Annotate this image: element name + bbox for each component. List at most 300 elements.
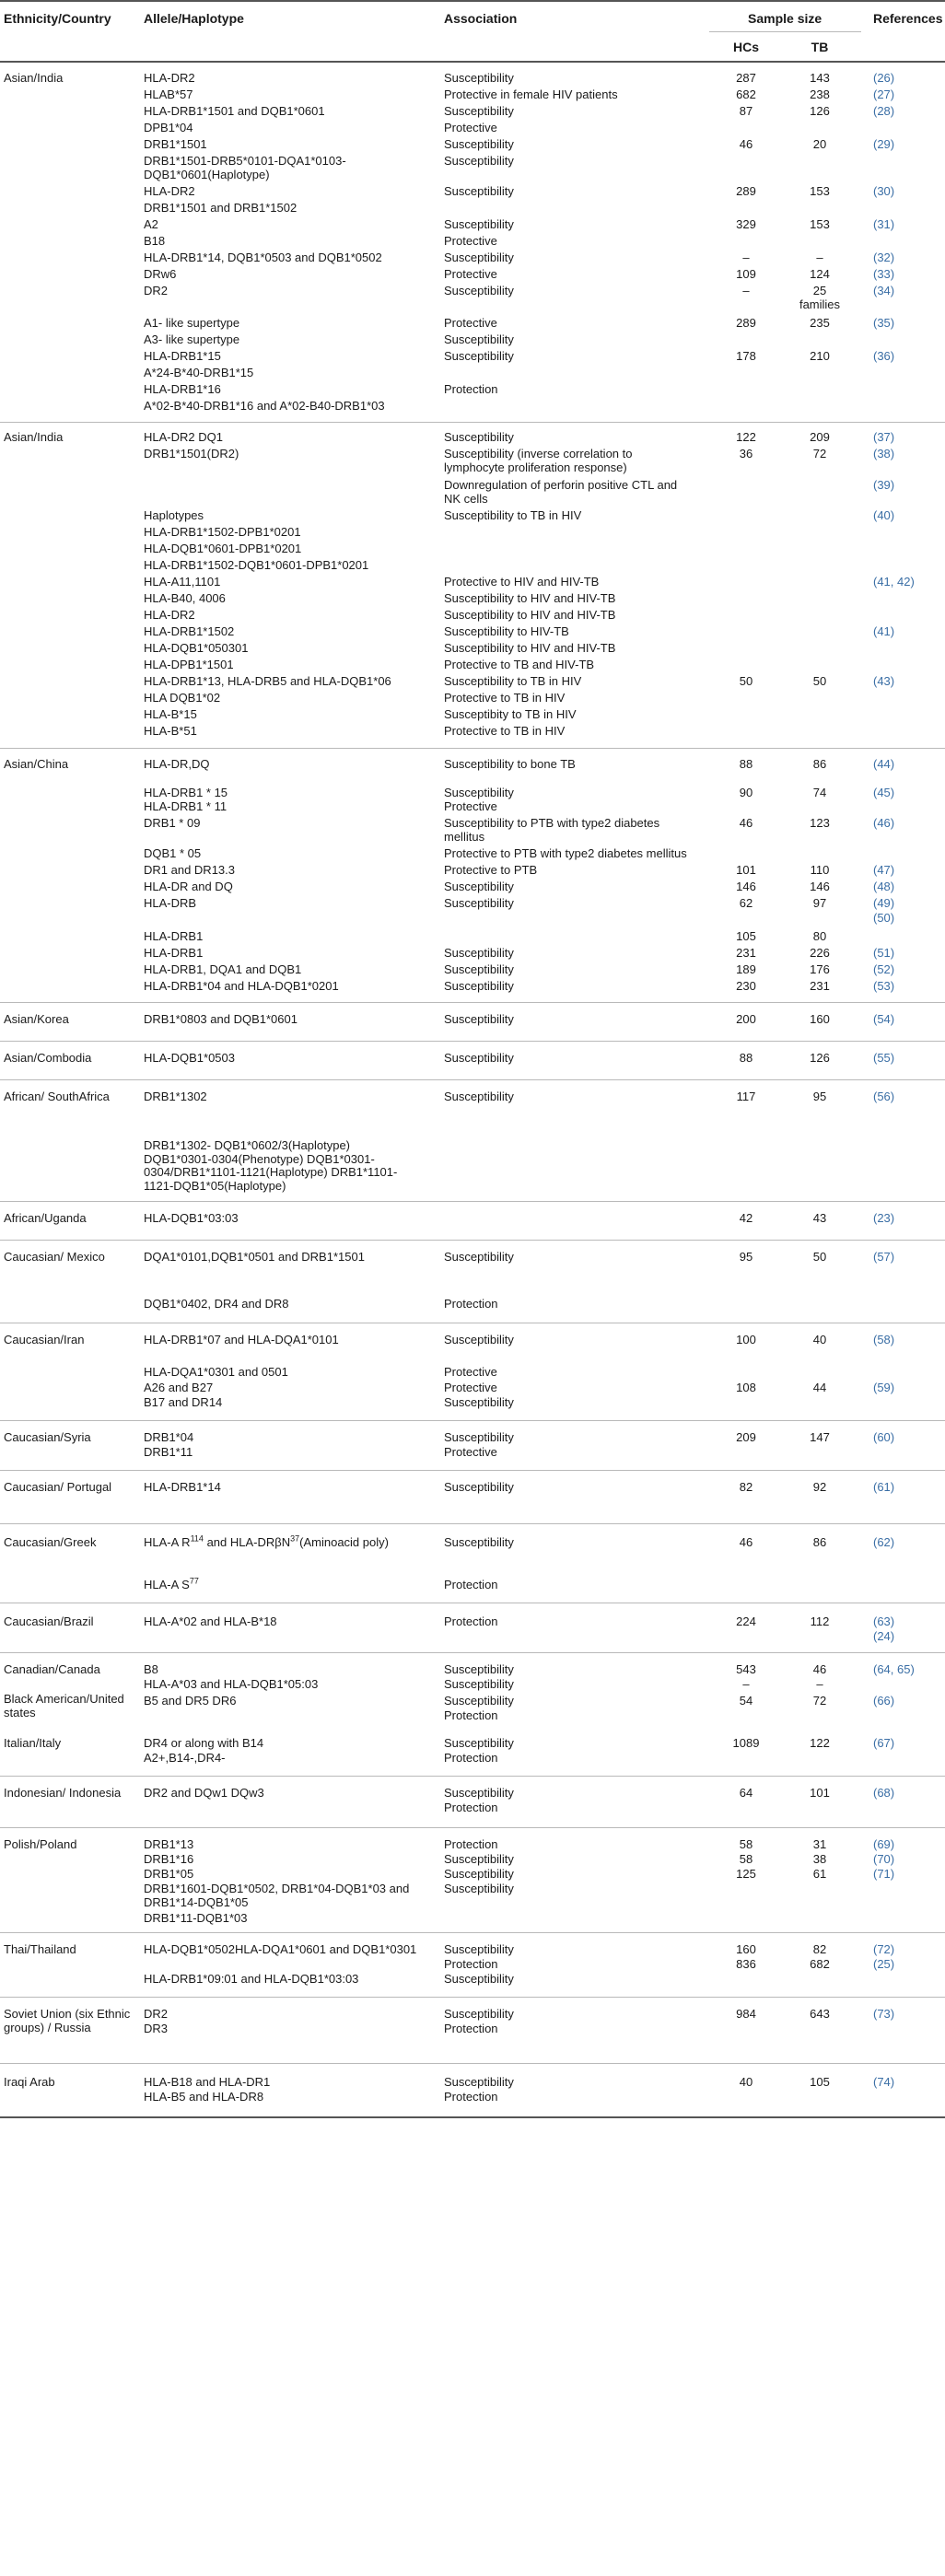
reference-link[interactable]: (54) xyxy=(873,1012,895,1026)
allele-cell: DQB1*0402, DR4 and DR8 xyxy=(144,1297,289,1311)
allele-cell: A26 and B27 xyxy=(144,1381,214,1394)
allele-cell: HLA-DQB1*03:03 xyxy=(144,1211,239,1225)
hcs-cell: 88 xyxy=(739,1051,753,1065)
tb-cell: – xyxy=(816,1677,823,1691)
allele-cell: HLA-DRB1*1502-DQB1*0601-DPB1*0201 xyxy=(144,558,369,572)
reference-link[interactable]: (25) xyxy=(873,1957,895,1971)
allele-cell: A3- like supertype xyxy=(144,332,240,346)
association-cell: Protective to PTB with type2 diabetes mellitus xyxy=(444,846,687,860)
ethnicity-cell: Asian/India xyxy=(4,430,64,444)
association-cell: Susceptibility xyxy=(444,430,514,444)
association-cell: Susceptibility xyxy=(444,946,514,960)
hcs-cell: 54 xyxy=(739,1694,753,1708)
hcs-cell: 543 xyxy=(736,1662,756,1676)
association-cell: Susceptibility to HIV and HIV-TB xyxy=(444,591,616,605)
allele-cell: DRB1*1302 xyxy=(144,1090,207,1103)
hcs-cell: 58 xyxy=(739,1837,753,1851)
association-cell: Susceptibility to HIV-TB xyxy=(444,624,569,638)
association-cell: Protective xyxy=(444,1381,497,1394)
reference-link[interactable]: (43) xyxy=(873,674,895,688)
association-cell: Protective to TB in HIV xyxy=(444,724,566,738)
association-cell: Protection xyxy=(444,1837,498,1851)
allele-cell xyxy=(144,1533,420,1550)
reference-link[interactable]: (61) xyxy=(873,1480,895,1494)
allele-cell: HLA-DR,DQ xyxy=(144,757,210,771)
allele-cell xyxy=(144,1576,420,1592)
row-divider xyxy=(0,1240,945,1241)
ethnicity-cell: Soviet Union (six Ethnic groups) / Russia xyxy=(4,2007,131,2034)
allele-cell: DQB1 * 05 xyxy=(144,846,202,860)
header-allele: Allele/Haplotype xyxy=(144,11,244,26)
tb-cell: 82 xyxy=(812,1942,827,1956)
allele-cell: DRB1 * 09 xyxy=(144,816,201,830)
ethnicity-cell: Italian/Italy xyxy=(4,1736,62,1750)
allele-cell: HLA-DQB1*0601-DPB1*0201 xyxy=(144,542,302,555)
ethnicity-cell: Caucasian/Syria xyxy=(4,1430,91,1444)
tb-cell: 126 xyxy=(810,1051,830,1065)
row-divider xyxy=(0,1079,945,1080)
allele-cell: A2 xyxy=(144,217,158,231)
association-cell: Protection xyxy=(444,1801,498,1814)
association-cell: Susceptibility xyxy=(444,1090,514,1103)
reference-link[interactable]: (57) xyxy=(873,1250,895,1264)
reference-link[interactable]: (71) xyxy=(873,1867,895,1881)
allele-cell: DRB1*1501-DRB5*0101-DQA1*0103-DQB1*0601(Haplotype) xyxy=(144,154,346,181)
row-divider xyxy=(0,1523,945,1524)
hcs-cell: 189 xyxy=(736,962,756,976)
allele-cell: HLA-DRB1*09:01 and HLA-DQB1*03:03 xyxy=(144,1972,359,1986)
allele-cell: HLA-DRB1*14, DQB1*0503 and DQB1*0502 xyxy=(144,251,382,264)
row-divider xyxy=(0,1420,945,1421)
reference-link[interactable]: (30) xyxy=(873,184,895,198)
allele-cell: B8 xyxy=(144,1662,158,1676)
association-cell: Susceptibility xyxy=(444,251,514,264)
reference-link[interactable]: (67) xyxy=(873,1736,895,1750)
association-cell: Susceptibility xyxy=(444,1942,514,1956)
reference-link[interactable]: (60) xyxy=(873,1430,895,1444)
reference-link[interactable]: (62) xyxy=(873,1535,895,1549)
row-divider xyxy=(0,1201,945,1202)
reference-link[interactable]: (70) xyxy=(873,1852,895,1866)
hcs-cell: 117 xyxy=(736,1090,756,1103)
reference-link[interactable]: (33) xyxy=(873,267,895,281)
association-cell: Susceptibility xyxy=(444,1480,514,1494)
reference-link[interactable]: (56) xyxy=(873,1090,895,1103)
hcs-cell: – xyxy=(742,284,750,297)
tb-cell: 126 xyxy=(810,104,830,118)
table-top-rule xyxy=(0,0,945,2)
allele-cell: HLA-DRB1*1501 and DQB1*0601 xyxy=(144,104,325,118)
reference-link[interactable]: (36) xyxy=(873,349,895,363)
reference-link[interactable]: (44) xyxy=(873,757,895,771)
association-cell: Susceptibility xyxy=(444,1694,514,1708)
tb-cell: families xyxy=(799,297,841,311)
association-cell: Susceptibility xyxy=(444,217,514,231)
allele-cell: Haplotypes xyxy=(144,508,204,522)
hcs-cell: 88 xyxy=(739,757,753,771)
tb-cell: 124 xyxy=(810,267,830,281)
ethnicity-cell: Asian/Combodia xyxy=(4,1051,92,1065)
row-divider xyxy=(0,1002,945,1003)
association-cell: Protection xyxy=(444,1708,498,1722)
allele-cell: DRB1*1302- DQB1*0602/3(Haplotype) DQB1*0301-0304(Phenotype) DQB1*0301-0304/DRB1*1101-1121(Haplotype) DRB1*1101-1121-DQB1*05(Haplotype) xyxy=(144,1138,398,1193)
allele-cell: HLA-DR2 xyxy=(144,71,195,85)
ethnicity-cell: Thai/Thailand xyxy=(4,1942,76,1956)
reference-link[interactable]: (26) xyxy=(873,71,895,85)
reference-link[interactable]: (32) xyxy=(873,251,895,264)
reference-link[interactable]: (55) xyxy=(873,1051,895,1065)
allele-cell: HLA-DRB1 * 15 xyxy=(144,786,228,799)
association-cell: Protective xyxy=(444,316,497,330)
reference-link[interactable]: (41) xyxy=(873,624,895,638)
tb-cell: – xyxy=(816,251,823,264)
allele-cell: DRB1*0803 and DQB1*0601 xyxy=(144,1012,298,1026)
allele-cell: DRB1*1501 and DRB1*1502 xyxy=(144,201,298,215)
allele-cell: HLA-DRB1, DQA1 and DQB1 xyxy=(144,962,302,976)
association-cell: Protective to TB in HIV xyxy=(444,691,566,705)
hcs-cell: 42 xyxy=(739,1211,753,1225)
reference-link[interactable]: (48) xyxy=(873,880,895,893)
tb-cell: 210 xyxy=(810,349,830,363)
allele-text: and HLA-DRβN xyxy=(206,1535,291,1549)
allele-cell: HLA-A11,1101 xyxy=(144,575,221,589)
row-divider xyxy=(0,1827,945,1828)
tb-cell: 101 xyxy=(810,1786,830,1800)
tb-cell: 112 xyxy=(810,1614,830,1628)
header-bottom-rule xyxy=(0,61,945,63)
tb-cell: 643 xyxy=(810,2007,830,2021)
reference-link[interactable]: (24) xyxy=(873,1629,895,1643)
association-cell: Protection xyxy=(444,1957,498,1971)
allele-cell: HLA DQB1*02 xyxy=(144,691,221,705)
reference-link[interactable]: (37) xyxy=(873,430,895,444)
allele-cell: HLA-DRB1*15 xyxy=(144,349,221,363)
reference-link[interactable]: (64, 65) xyxy=(873,1662,915,1676)
tb-cell: 146 xyxy=(810,880,830,893)
hcs-cell: 984 xyxy=(736,2007,756,2021)
tb-cell: 110 xyxy=(810,863,830,877)
hcs-cell: 50 xyxy=(739,674,753,688)
tb-cell: 38 xyxy=(812,1852,827,1866)
reference-link[interactable]: (51) xyxy=(873,946,895,960)
reference-link[interactable]: (46) xyxy=(873,816,895,830)
association-cell: Susceptibility to HIV and HIV-TB xyxy=(444,641,616,655)
reference-link[interactable]: (49) xyxy=(873,896,895,910)
association-cell: Susceptibility xyxy=(444,71,514,85)
reference-link[interactable]: (28) xyxy=(873,104,895,118)
header-sample-size: Sample size xyxy=(748,11,822,26)
association-cell: Susceptibility xyxy=(444,896,514,910)
reference-link[interactable]: (47) xyxy=(873,863,895,877)
allele-cell: DR4 or along with B14 xyxy=(144,1736,264,1750)
association-cell: Protective to HIV and HIV-TB xyxy=(444,575,600,589)
tb-cell: 72 xyxy=(812,447,827,460)
association-cell: Protection xyxy=(444,2090,498,2104)
allele-cell: HLA-DRB1*14 xyxy=(144,1480,221,1494)
tb-cell: 74 xyxy=(812,786,827,799)
association-cell: Susceptibility to TB in HIV xyxy=(444,674,582,688)
tb-cell: 86 xyxy=(812,1535,827,1549)
association-cell: Susceptibility xyxy=(444,979,514,993)
association-cell: Protective to TB and HIV-TB xyxy=(444,658,595,671)
hcs-cell: 87 xyxy=(739,104,753,118)
hcs-cell: 46 xyxy=(739,137,753,151)
allele-cell: HLA-DRB1 xyxy=(144,929,204,943)
ethnicity-cell: Asian/India xyxy=(4,71,64,85)
reference-link[interactable]: (73) xyxy=(873,2007,895,2021)
row-divider xyxy=(0,1776,945,1777)
tb-cell: 80 xyxy=(812,929,827,943)
association-cell: Susceptibility xyxy=(444,1882,514,1895)
association-cell: Susceptibility xyxy=(444,1852,514,1866)
tb-cell: 31 xyxy=(812,1837,827,1851)
reference-link[interactable]: (29) xyxy=(873,137,895,151)
allele-cell: HLA-DQB1*050301 xyxy=(144,641,249,655)
header-ethnicity: Ethnicity/Country xyxy=(4,11,111,26)
hcs-cell: 101 xyxy=(736,863,756,877)
allele-text: HLA-A R xyxy=(144,1535,191,1549)
allele-cell: HLA-DRB1*1502-DPB1*0201 xyxy=(144,525,301,539)
row-divider xyxy=(0,1041,945,1042)
association-cell: Protective xyxy=(444,1365,497,1379)
ethnicity-cell: Indonesian/ Indonesia xyxy=(4,1786,122,1800)
header-references: References xyxy=(873,11,943,26)
reference-link[interactable]: (39) xyxy=(873,478,895,492)
association-cell: Susceptibility xyxy=(444,332,514,346)
tb-cell: 209 xyxy=(810,430,830,444)
tb-cell: 20 xyxy=(812,137,827,151)
tb-cell: 123 xyxy=(810,816,830,830)
reference-link[interactable]: (74) xyxy=(873,2075,895,2089)
ethnicity-cell: Caucasian/Greek xyxy=(4,1535,97,1549)
hcs-cell: 230 xyxy=(736,979,756,993)
association-cell: Susceptibility xyxy=(444,104,514,118)
association-cell: Susceptibility xyxy=(444,962,514,976)
allele-cell: HLA-DQA1*0301 and 0501 xyxy=(144,1365,288,1379)
association-cell: Protective in female HIV patients xyxy=(444,87,618,101)
tb-cell: 682 xyxy=(810,1957,830,1971)
hcs-cell: 95 xyxy=(739,1250,753,1264)
header-hcs: HCs xyxy=(732,40,759,54)
header-association: Association xyxy=(444,11,518,26)
allele-cell: HLA-A*02 and HLA-B*18 xyxy=(144,1614,277,1628)
association-cell: Susceptibility xyxy=(444,1333,514,1346)
association-cell: Protection xyxy=(444,2022,498,2035)
reference-link[interactable]: (66) xyxy=(873,1694,895,1708)
ethnicity-cell: Caucasian/ Mexico xyxy=(4,1250,105,1264)
allele-cell: HLA-B18 and HLA-DR1 xyxy=(144,2075,271,2089)
allele-cell: DRw6 xyxy=(144,267,177,281)
allele-cell: DR1 and DR13.3 xyxy=(144,863,235,877)
association-cell: Susceptibility xyxy=(444,154,514,168)
reference-link[interactable]: (34) xyxy=(873,284,895,297)
tb-cell: 50 xyxy=(812,1250,827,1264)
tb-cell: 226 xyxy=(810,946,830,960)
allele-cell: HLA-DRB1*16 xyxy=(144,382,221,396)
table-bottom-rule xyxy=(0,2116,945,2118)
allele-cell: DR2 xyxy=(144,284,169,297)
allele-cell: HLA-DRB1 * 11 xyxy=(144,799,228,813)
row-divider xyxy=(0,1997,945,1998)
reference-link[interactable]: (41, 42) xyxy=(873,575,915,589)
allele-cell: DRB1*11-DQB1*03 xyxy=(144,1911,248,1925)
reference-link[interactable]: (35) xyxy=(873,316,895,330)
reference-link[interactable]: (31) xyxy=(873,217,895,231)
hcs-cell: 90 xyxy=(739,786,753,799)
association-cell: Susceptibility to TB in HIV xyxy=(444,508,582,522)
association-cell: Protection xyxy=(444,1614,498,1628)
association-cell: Susceptibility xyxy=(444,2007,514,2021)
association-cell: Susceptibility xyxy=(444,1662,514,1676)
association-cell: Susceptibility xyxy=(444,1250,514,1264)
allele-cell: HLA-DPB1*1501 xyxy=(144,658,234,671)
row-divider xyxy=(0,1470,945,1471)
association-cell: Susceptibility to HIV and HIV-TB xyxy=(444,608,616,622)
association-cell: Susceptibility (inverse correlation to lymphocyte proliferation response) xyxy=(444,447,633,474)
tb-cell: 95 xyxy=(812,1090,827,1103)
association-cell: Protective xyxy=(444,1445,497,1459)
hcs-cell: 64 xyxy=(739,1786,753,1800)
association-cell: Susceptibility xyxy=(444,137,514,151)
allele-cell: B18 xyxy=(144,234,166,248)
association-cell: Susceptibility xyxy=(444,880,514,893)
association-cell: Susceptibility to bone TB xyxy=(444,757,576,771)
reference-link[interactable]: (58) xyxy=(873,1333,895,1346)
row-divider xyxy=(0,1652,945,1653)
tb-cell: 44 xyxy=(812,1381,827,1394)
hcs-cell: 289 xyxy=(736,316,756,330)
association-cell: Protective xyxy=(444,234,497,248)
tb-cell: 40 xyxy=(812,1333,827,1346)
tb-cell: 153 xyxy=(810,217,830,231)
reference-link[interactable]: (59) xyxy=(873,1381,895,1394)
hcs-cell: 125 xyxy=(736,1867,756,1881)
association-cell: Susceptibility xyxy=(444,1736,514,1750)
hcs-cell: – xyxy=(742,1677,750,1691)
hcs-cell: 40 xyxy=(739,2075,753,2089)
association-cell: Susceptibility xyxy=(444,786,514,799)
reference-link[interactable]: (23) xyxy=(873,1211,895,1225)
row-divider xyxy=(0,748,945,749)
hcs-cell: 160 xyxy=(736,1942,756,1956)
allele-cell: HLA-DRB1*07 and HLA-DQA1*0101 xyxy=(144,1333,339,1346)
hcs-cell: 36 xyxy=(739,447,753,460)
association-cell: Susceptibility xyxy=(444,349,514,363)
association-cell: Susceptibility xyxy=(444,1786,514,1800)
hcs-cell: 46 xyxy=(739,816,753,830)
reference-link[interactable]: (68) xyxy=(873,1786,895,1800)
hcs-cell: 46 xyxy=(739,1535,753,1549)
tb-cell: 97 xyxy=(812,896,827,910)
association-cell: Susceptibility to PTB with type2 diabetes mellitus xyxy=(444,816,660,844)
association-cell: Protection xyxy=(444,1297,498,1311)
hcs-cell: 836 xyxy=(736,1957,756,1971)
allele-text: (Aminoacid poly) xyxy=(299,1535,389,1549)
allele-cell: HLA-B*15 xyxy=(144,707,197,721)
hcs-cell: 200 xyxy=(736,1012,756,1026)
association-cell: Protection xyxy=(444,382,498,396)
reference-link[interactable]: (72) xyxy=(873,1942,895,1956)
hcs-cell: 100 xyxy=(736,1333,756,1346)
hcs-cell: 289 xyxy=(736,184,756,198)
hcs-cell: – xyxy=(742,251,750,264)
allele-cell: B17 and DR14 xyxy=(144,1395,223,1409)
allele-cell: HLA-DR2 DQ1 xyxy=(144,430,223,444)
row-divider xyxy=(0,2063,945,2064)
hcs-cell: 329 xyxy=(736,217,756,231)
allele-cell: HLA-B5 and HLA-DR8 xyxy=(144,2090,264,2104)
allele-cell: B5 and DR5 DR6 xyxy=(144,1694,237,1708)
allele-cell: HLA-DRB1*13, HLA-DRB5 and HLA-DQB1*06 xyxy=(144,674,391,688)
tb-cell: 72 xyxy=(812,1694,827,1708)
ethnicity-cell: Iraqi Arab xyxy=(4,2075,55,2089)
allele-cell: HLA-DRB xyxy=(144,896,197,910)
association-cell: Susceptibility xyxy=(444,1051,514,1065)
reference-link[interactable]: (27) xyxy=(873,87,895,101)
association-cell: Susceptibity to TB in HIV xyxy=(444,707,577,721)
allele-cell: HLA-B40, 4006 xyxy=(144,591,226,605)
tb-cell: 176 xyxy=(810,962,830,976)
reference-link[interactable]: (63) xyxy=(873,1614,895,1628)
reference-link[interactable]: (50) xyxy=(873,911,895,925)
reference-link[interactable]: (52) xyxy=(873,962,895,976)
ethnicity-cell: African/ SouthAfrica xyxy=(4,1090,110,1103)
association-cell: Susceptibility xyxy=(444,1395,514,1409)
association-cell: Protective to PTB xyxy=(444,863,538,877)
association-cell: Protective xyxy=(444,799,497,813)
hcs-cell: 105 xyxy=(736,929,756,943)
tb-cell: 43 xyxy=(812,1211,827,1225)
hcs-cell: 682 xyxy=(736,87,756,101)
allele-cell: A2+,B14-,DR4- xyxy=(144,1751,226,1765)
ethnicity-cell: Canadian/Canada xyxy=(4,1662,100,1676)
hcs-cell: 224 xyxy=(736,1614,756,1628)
tb-cell: 92 xyxy=(812,1480,827,1494)
allele-cell: HLA-B*51 xyxy=(144,724,197,738)
reference-link[interactable]: (38) xyxy=(873,447,895,460)
allele-cell: HLA-A*03 and HLA-DQB1*05:03 xyxy=(144,1677,319,1691)
tb-cell: 147 xyxy=(810,1430,830,1444)
superscript: 37 xyxy=(290,1533,300,1544)
allele-cell: HLA-DR and DQ xyxy=(144,880,233,893)
tb-cell: 160 xyxy=(810,1012,830,1026)
tb-cell: 231 xyxy=(810,979,830,993)
hcs-cell: 108 xyxy=(736,1381,756,1394)
allele-cell: HLA-DR2 xyxy=(144,608,195,622)
superscript: 114 xyxy=(190,1533,204,1544)
reference-link[interactable]: (69) xyxy=(873,1837,895,1851)
ethnicity-cell: Caucasian/Brazil xyxy=(4,1614,94,1628)
superscript: 77 xyxy=(189,1576,199,1586)
reference-link[interactable]: (45) xyxy=(873,786,895,799)
allele-cell: HLAB*57 xyxy=(144,87,193,101)
allele-cell: DRB1*1501 xyxy=(144,137,207,151)
allele-cell: A*02-B*40-DRB1*16 and A*02-B40-DRB1*03 xyxy=(144,399,385,413)
hcs-cell: 82 xyxy=(739,1480,753,1494)
tb-cell: 143 xyxy=(810,71,830,85)
association-cell: Protection xyxy=(444,1578,498,1591)
reference-link[interactable]: (40) xyxy=(873,508,895,522)
ethnicity-cell: Black American/United states xyxy=(4,1692,124,1719)
tb-cell: 153 xyxy=(810,184,830,198)
ethnicity-cell: Asian/Korea xyxy=(4,1012,69,1026)
association-cell: Protective xyxy=(444,267,497,281)
reference-link[interactable]: (53) xyxy=(873,979,895,993)
hcs-cell: 62 xyxy=(739,896,753,910)
sample-size-rule xyxy=(709,31,861,32)
association-cell: Susceptibility xyxy=(444,1677,514,1691)
row-divider xyxy=(0,422,945,423)
